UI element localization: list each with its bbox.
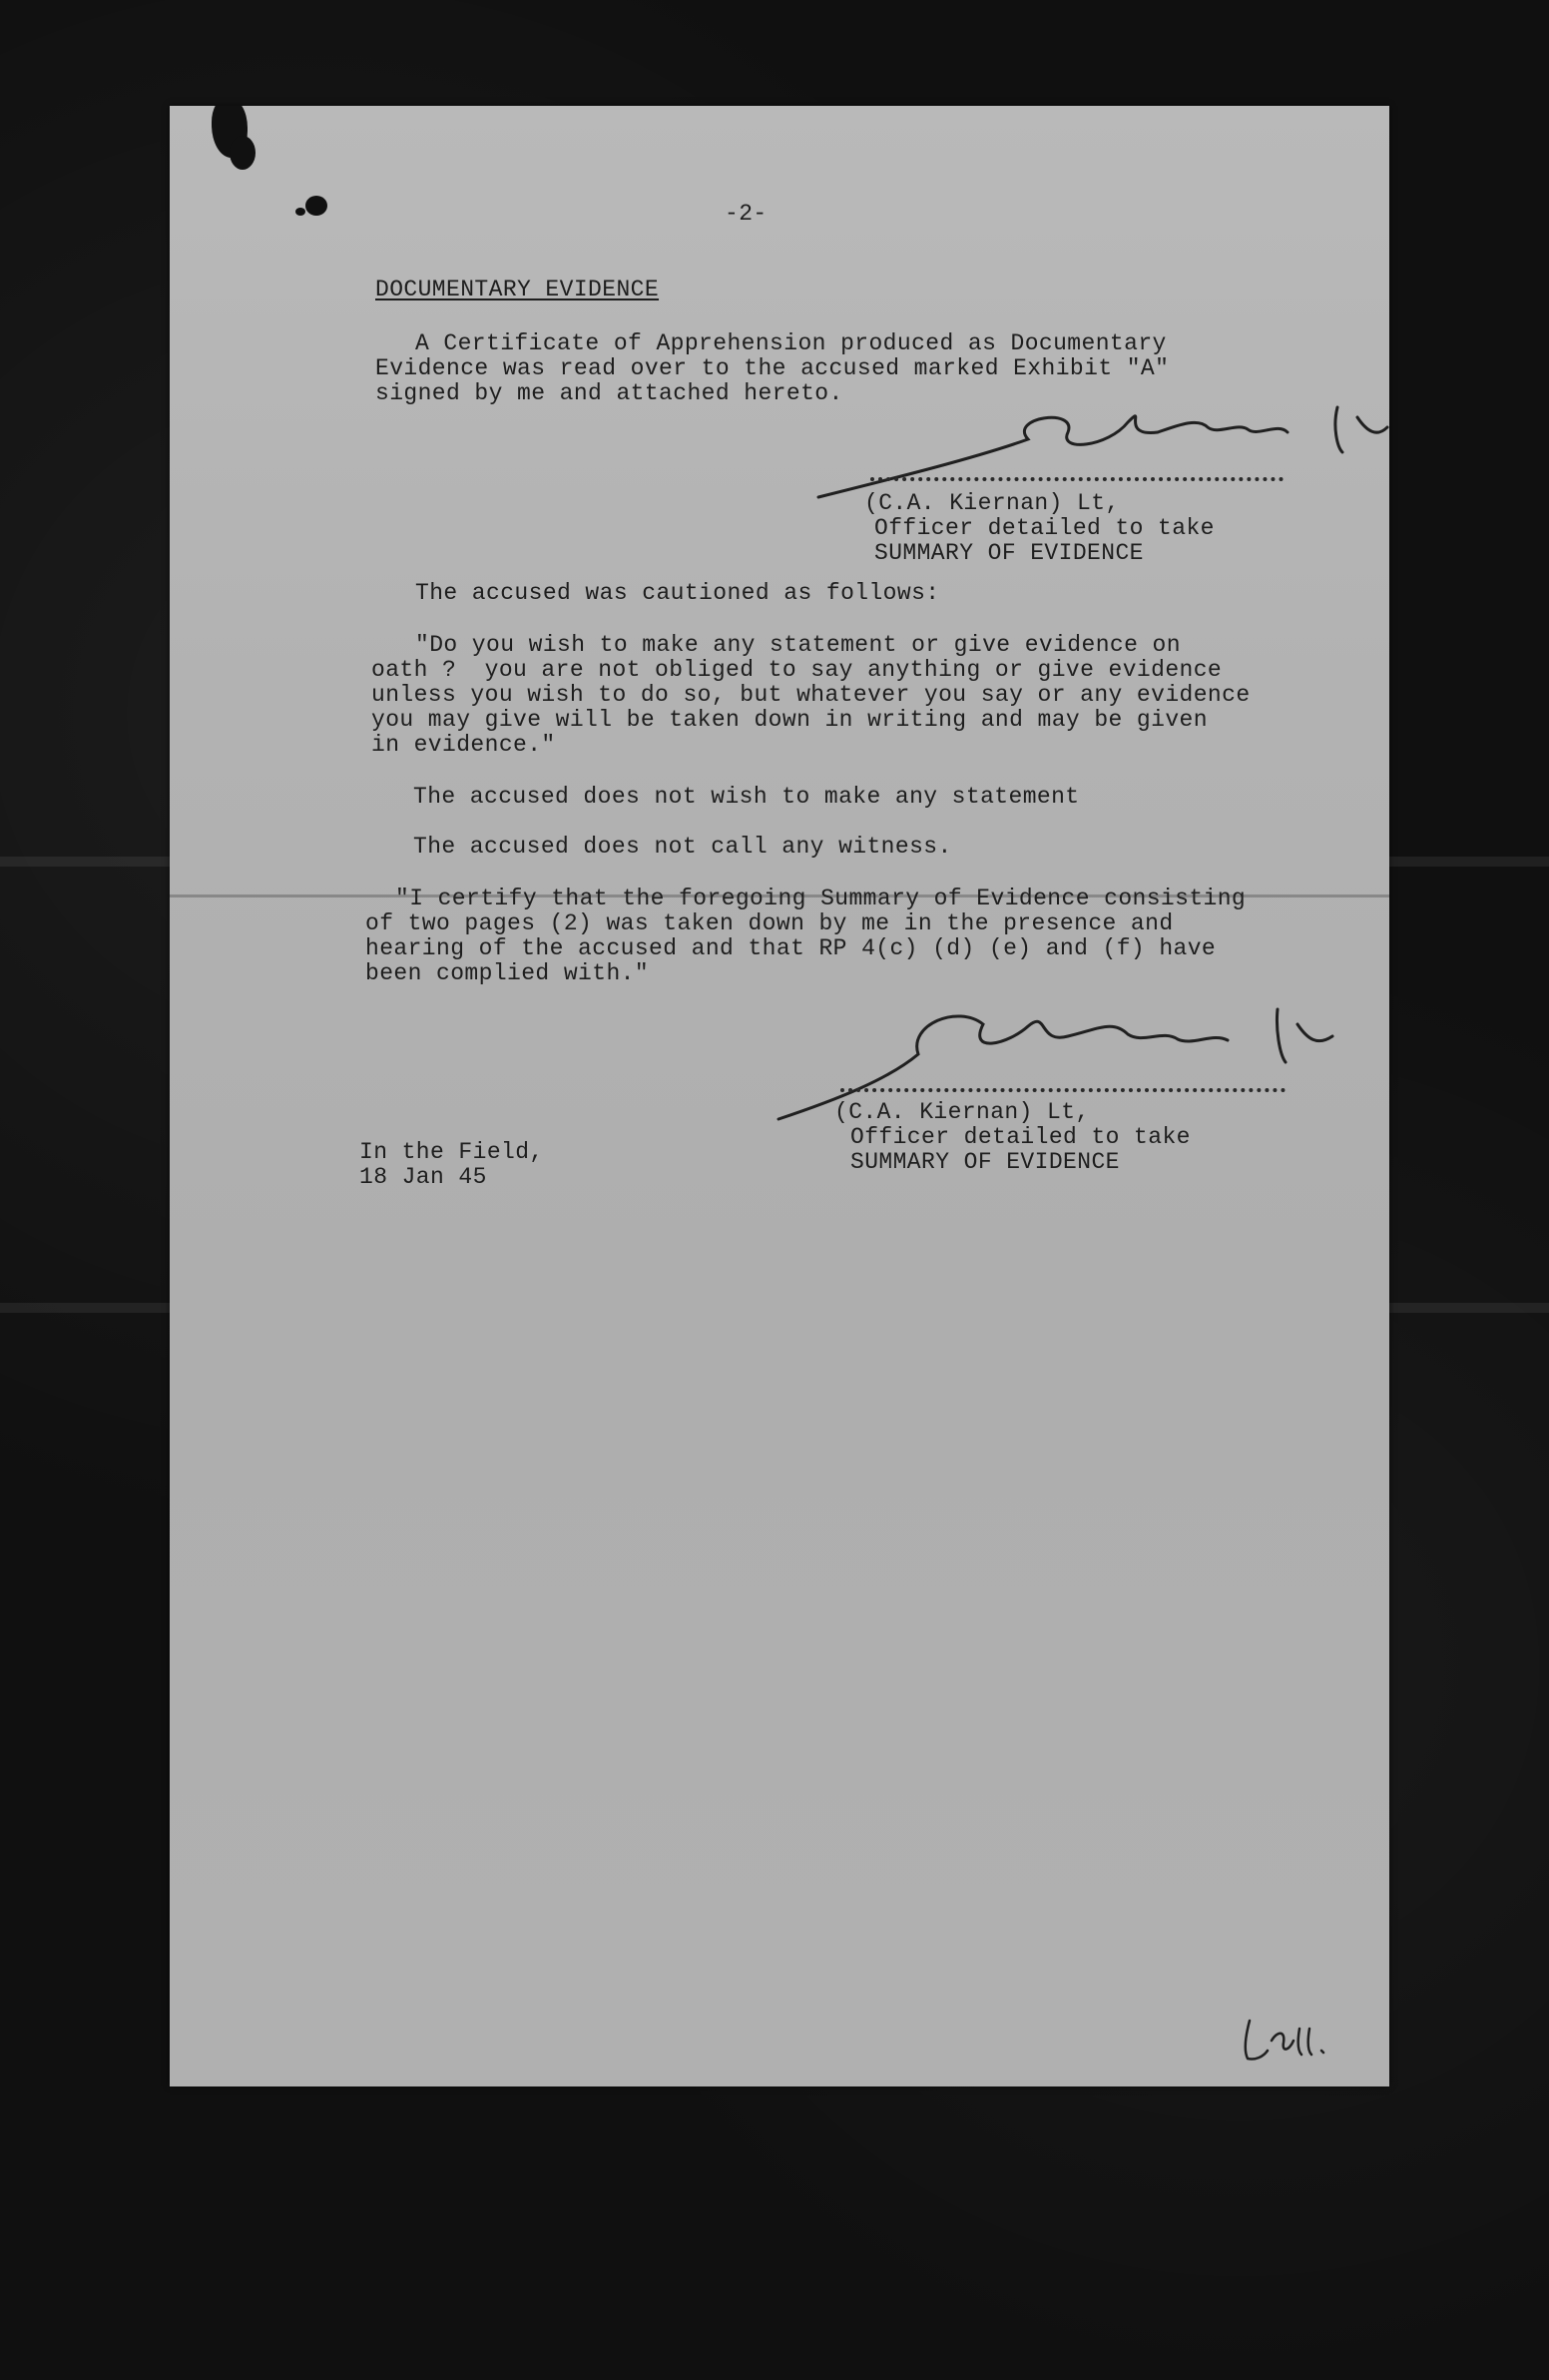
signatory-name-1: (C.A. Kiernan) Lt, (864, 490, 1120, 516)
document-page (170, 106, 1389, 2086)
caution-line-2: oath ? you are not obliged to say anything or give evidence (371, 657, 1223, 683)
signatory-name-2: (C.A. Kiernan) Lt, (834, 1099, 1090, 1125)
ink-blot (230, 136, 256, 170)
signatory-role-1: Officer detailed to take (874, 515, 1215, 541)
caution-line-4: you may give will be taken down in writing and may be given (371, 707, 1208, 733)
caution-line-5: in evidence." (371, 732, 556, 758)
certification-line-4: been complied with." (365, 960, 650, 986)
section-heading: DOCUMENTARY EVIDENCE (375, 277, 660, 302)
caution-line-1: "Do you wish to make any statement or give evidence on (415, 632, 1181, 658)
documentary-line-1: A Certificate of Apprehension produced as Documentary (415, 330, 1167, 356)
ink-blot (305, 196, 327, 216)
initials-mark (1238, 2011, 1347, 2071)
caution-line-3: unless you wish to do so, but whatever you say or any evidence (371, 682, 1251, 708)
certification-line-3: hearing of the accused and that RP 4(c) (d) (e) and (f) have (365, 935, 1217, 961)
page-number: -2- (725, 201, 768, 227)
signatory-role-1b: SUMMARY OF EVIDENCE (874, 540, 1144, 566)
witness-line: The accused does not call any witness. (413, 834, 952, 860)
signature-line-1 (870, 477, 1284, 481)
caution-intro: The accused was cautioned as follows: (415, 580, 940, 606)
date: 18 Jan 45 (359, 1164, 487, 1190)
certification-line-1: "I certify that the foregoing Summary of Evidence consisting (395, 886, 1247, 911)
ink-blot (295, 208, 305, 216)
documentary-line-3: signed by me and attached hereto. (375, 380, 843, 406)
documentary-line-2: Evidence was read over to the accused marked Exhibit "A" (375, 355, 1170, 381)
statement-line: The accused does not wish to make any statement (413, 784, 1080, 810)
signature-line-2 (840, 1088, 1286, 1092)
signatory-role-2b: SUMMARY OF EVIDENCE (850, 1149, 1120, 1175)
signatory-role-2: Officer detailed to take (850, 1124, 1191, 1150)
certification-line-2: of two pages (2) was taken down by me in the presence and (365, 910, 1174, 936)
place: In the Field, (359, 1139, 544, 1165)
